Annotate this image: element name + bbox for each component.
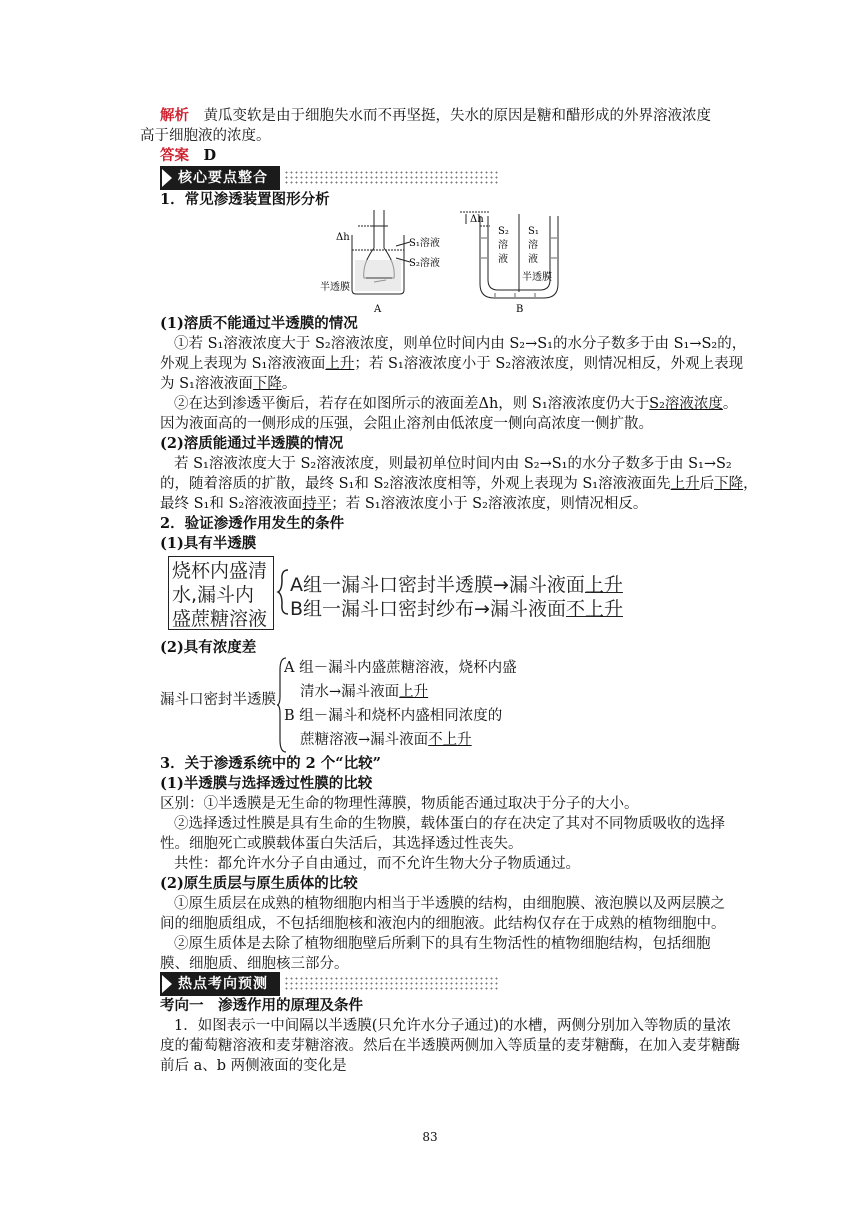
para1-line1: ①若 S₁溶液浓度大于 S₂溶液浓度，则单位时间内由 S₂→S₁的水分子数多于由 S₁→S₂的，	[174, 336, 747, 352]
text: 最终 S₁和 S₂溶液液面	[160, 496, 303, 512]
fig-b-s1-char: 液	[528, 254, 538, 265]
fig-a-s1: S₁溶液	[409, 238, 440, 249]
brace-a-line1: A 组－漏斗内盛蔗糖溶液，烧杯内盛	[284, 660, 517, 676]
fig-b-s2-char: 液	[498, 254, 508, 265]
brace-b-line2	[300, 730, 472, 750]
para2-line1	[174, 394, 737, 414]
section3-line5: ①原生质层在成熟的植物细胞内相当于半透膜的结构，由细胞膜、液泡膜以及两层膜之	[174, 896, 725, 912]
question-line3: 前后 a、b 两侧液面的变化是	[160, 1058, 347, 1074]
answer-label: 答案	[160, 147, 189, 164]
hand-brace	[276, 568, 290, 616]
para3-line2	[160, 474, 758, 494]
para1-line3	[160, 374, 296, 394]
para3-line3	[160, 494, 647, 514]
hand-group-a	[290, 570, 623, 597]
section3-line6: 间的细胞质组成，不包括细胞核和液泡内的细胞液。此结构仅存在于成熟的植物细胞中。	[160, 916, 726, 932]
section3-line7: ②原生质体是去除了植物细胞壁后所剩下的具有生物活性的植物细胞结构，包括细胞	[174, 936, 711, 952]
section3-line8: 膜、细胞质、细胞核三部分。	[160, 956, 349, 972]
answer-blank: 不上升	[428, 732, 472, 748]
section3-heading: 3．关于渗透系统中的 2 个“比较”	[160, 755, 381, 772]
section2-sub1: (1)具有半透膜	[160, 535, 257, 552]
text: ，	[743, 476, 758, 492]
dotted-rule	[284, 976, 498, 992]
section3-line2: ②选择透过性膜是具有生命的生物膜，载体蛋白的存在决定了其对不同物质吸收的选择	[174, 816, 725, 832]
answer-blank: S₂溶液浓度	[649, 396, 723, 412]
fig-b-s2-char: 溶	[498, 240, 508, 251]
hand-box-line1: 烧杯内盛清	[172, 560, 268, 582]
fig-a-membrane: 半透膜	[320, 282, 350, 293]
fig-b-dh: Δh	[470, 214, 484, 225]
section2-heading: 2．验证渗透作用发生的条件	[160, 515, 345, 532]
banner-title: 热点考向预测	[178, 976, 268, 992]
text: 的，随着溶质的扩散，最终 S₁和 S₂溶液浓度相等，外观上表现为 S₁溶液液面先	[160, 476, 671, 492]
para2-line2: 因为液面高的一侧形成的压强，会阻止溶剂由低浓度一侧向高浓度一侧扩散。	[160, 416, 653, 432]
text: B组一漏斗口密封纱布→漏斗液面	[290, 598, 566, 620]
fig-b-s1: S₁	[528, 226, 539, 237]
answer-line	[160, 146, 216, 166]
text: ；若 S₁溶液浓度小于 S₂溶液浓度，则情况相反，外观上表现	[354, 356, 744, 372]
brace-a-line2	[300, 682, 428, 702]
fig-a-s2: S₂溶液	[409, 258, 440, 269]
hand-group-b	[290, 594, 623, 621]
brace-left-label: 漏斗口密封半透膜	[160, 692, 276, 708]
arrow-icon	[162, 975, 172, 993]
section-banner-hot	[160, 972, 498, 996]
para1-line2	[160, 354, 743, 374]
answer-blank: 上升	[325, 356, 355, 372]
text: 蔗糖溶液→漏斗液面	[300, 732, 429, 748]
analysis-line-1	[160, 106, 711, 126]
answer-blank: 持平	[302, 496, 332, 512]
section-banner-core	[160, 166, 498, 190]
section3-line1: 区别：①半透膜是无生命的物理性薄膜，物质能否通过取决于分子的大小。	[160, 796, 639, 812]
fig-a-dh: Δh	[336, 232, 350, 243]
text: 清水→漏斗液面	[300, 684, 400, 700]
osmosis-apparatus-figure	[320, 208, 560, 318]
section1-sub2: (2)溶质能通过半透膜的情况	[160, 435, 344, 452]
analysis-text: 黄瓜变软是由于细胞失水而不再坚挺，失水的原因是糖和醋形成的外界溶液浓度	[203, 108, 711, 124]
text: 。	[722, 396, 738, 412]
brace-b-line1: B 组－漏斗和烧杯内盛相同浓度的	[284, 708, 503, 724]
text: 为 S₁溶液液面	[160, 376, 253, 392]
section3-line3: 性。细胞死亡或膜载体蛋白失活后，其选择透过性丧失。	[160, 836, 523, 852]
section1-sub1: (1)溶质不能通过半透膜的情况	[160, 315, 358, 332]
para3-line1: 若 S₁溶液浓度大于 S₂溶液浓度，则最初单位时间内由 S₂→S₁的水分子数多于由 S₁→S₂	[174, 456, 732, 472]
answer-blank: 上升	[584, 574, 623, 596]
analysis-line-2: 高于细胞液的浓度。	[140, 128, 271, 144]
text: A组一漏斗口密封半透膜→漏斗液面	[290, 574, 585, 596]
answer-blank: 下降	[714, 476, 744, 492]
answer-blank: 上升	[670, 476, 700, 492]
text: 。	[281, 376, 297, 392]
page-number: 83	[422, 1130, 438, 1144]
answer-value: D	[203, 147, 217, 164]
dotted-rule	[284, 170, 498, 186]
text: 外观上表现为 S₁溶液液面	[160, 356, 326, 372]
banner-title: 核心要点整合	[178, 170, 268, 186]
section3-line4: 共性：都允许水分子自由通过，而不允许生物大分子物质通过。	[174, 856, 580, 872]
analysis-label: 解析	[160, 107, 189, 124]
text: ②在达到渗透平衡后，若存在如图所示的液面差Δh，则 S₁溶液浓度仍大于	[174, 396, 650, 412]
fig-b-s1-char: 溶	[528, 240, 538, 251]
fig-b-membrane: 半透膜	[522, 272, 552, 283]
fig-a-label: A	[374, 304, 382, 315]
question-line2: 度的葡萄糖溶液和麦芽糖溶液。然后在半透膜两侧加入等质量的麦芽糖酶，在加入麦芽糖酶	[160, 1038, 740, 1054]
text: 后	[699, 476, 715, 492]
text: ；若 S₁溶液浓度小于 S₂溶液浓度，则情况相反。	[331, 496, 648, 512]
section1-heading: 1．常见渗透装置图形分析	[160, 191, 330, 208]
section2-sub2: (2)具有浓度差	[160, 639, 257, 656]
question-line1: 1．如图表示一中间隔以半透膜(只允许水分子通过)的水槽，两侧分别加入等物质的量浓	[174, 1018, 732, 1034]
answer-blank: 下降	[252, 376, 282, 392]
section3-sub1: (1)半透膜与选择透过性膜的比较	[160, 775, 373, 792]
fig-b-label: B	[516, 304, 524, 315]
hand-box-line3: 盛蔗糖溶液	[172, 608, 268, 630]
arrow-icon	[162, 169, 172, 187]
section4-heading: 考向一 渗透作用的原理及条件	[160, 997, 363, 1014]
answer-blank: 不上升	[565, 598, 623, 620]
fig-b-s2: S₂	[498, 226, 509, 237]
hand-box-line2: 水,漏斗内	[172, 584, 255, 606]
answer-blank: 上升	[399, 684, 429, 700]
section3-sub2: (2)原生质层与原生质体的比较	[160, 875, 358, 892]
apparatus-a	[352, 210, 410, 294]
